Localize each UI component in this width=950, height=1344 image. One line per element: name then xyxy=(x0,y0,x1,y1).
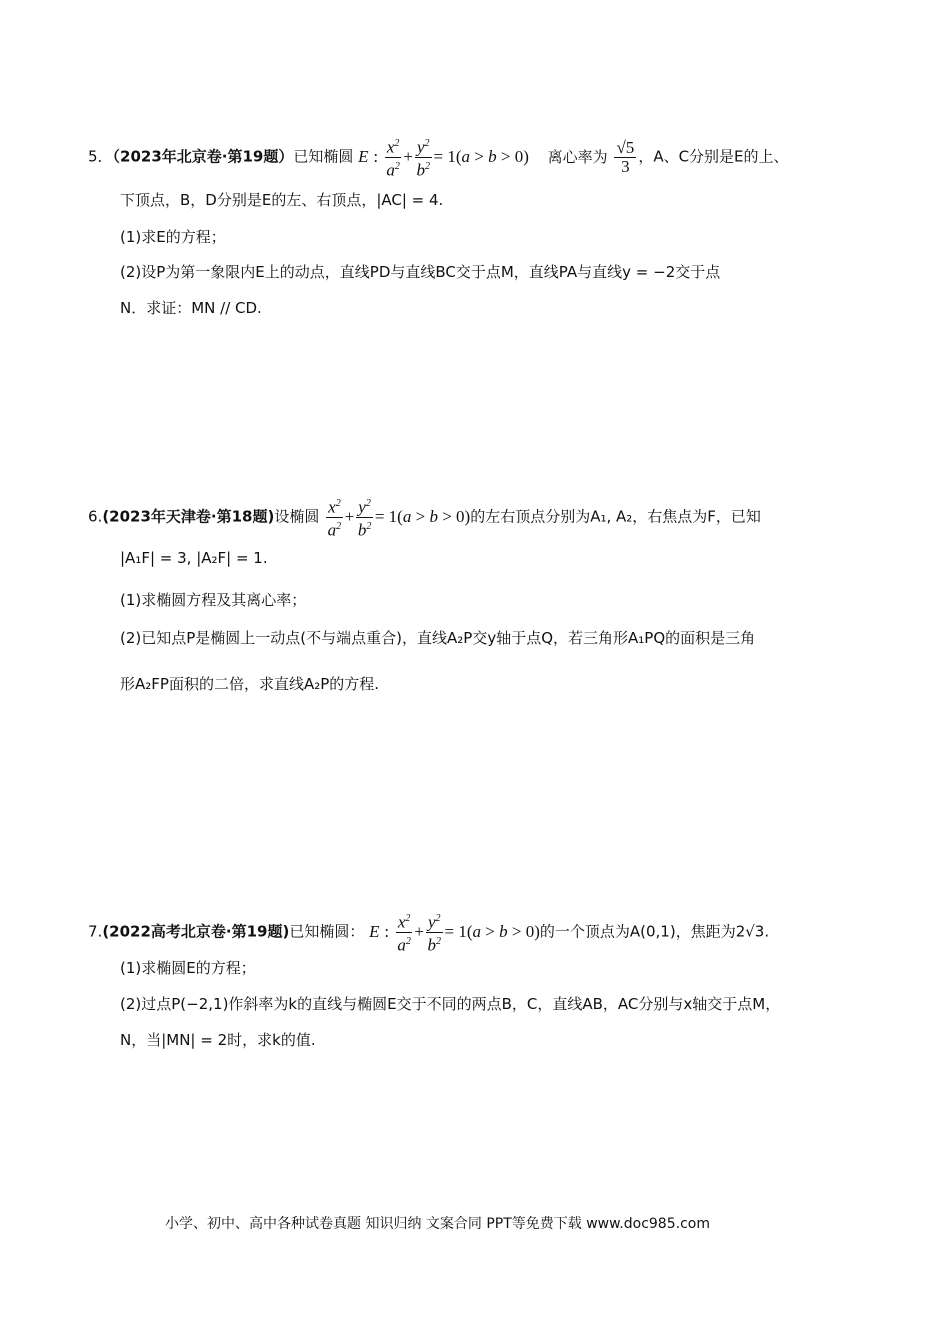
problem-6-question-2-cont: 形A₂FP面积的二倍，求直线A₂P的方程. xyxy=(120,675,380,693)
problem-5-text: 离心率为 xyxy=(547,147,608,166)
problem-5-source: （2023年北京卷·第19题） xyxy=(112,147,294,166)
problem-6-line-1 xyxy=(88,495,761,539)
problem-6-source: (2023年天津卷·第18题) xyxy=(102,507,275,526)
problem-6-question-2: (2)已知点P是椭圆上一动点(不与端点重合)，直线A₂P交y轴于点Q，若三角形A₁PQ的面积是三角 xyxy=(120,629,756,647)
problem-6-text: 的左右顶点分别为A₁, A₂，右焦点为F，已知 xyxy=(470,507,761,526)
problem-5-text: 已知椭圆 xyxy=(293,147,354,166)
problem-6-question-1: (1)求椭圆方程及其离心率； xyxy=(120,591,307,609)
problem-7-number: 7. xyxy=(88,922,103,941)
problem-7-source: (2022高考北京卷·第19题) xyxy=(102,922,290,941)
problem-7-text: 已知椭圆： xyxy=(289,922,365,941)
problem-7-question-1: (1)求椭圆E的方程； xyxy=(120,959,256,977)
problem-5-line-2: 下顶点，B，D分别是E的左、右顶点，|AC| = 4. xyxy=(120,191,444,209)
eccentricity-fraction: $\frac{√5}{3}$ xyxy=(616,137,635,176)
page-footer: 小学、初中、高中各种试卷真题 知识归纳 文案合同 PPT等免费下载 www.doc985.com xyxy=(165,1216,710,1232)
problem-6-text: 设椭圆 xyxy=(274,507,320,526)
problem-5-text: ，A、C分别是E的上、 xyxy=(638,147,789,166)
problem-7-equation: E : $\frac{x^2}{a^2}$ + $\frac{y^2}{b^2}$ = 1(a > b > 0) xyxy=(369,923,540,941)
problem-7-line-1 xyxy=(88,910,769,954)
problem-6-line-2: |A₁F| = 3, |A₂F| = 1. xyxy=(120,549,268,567)
problem-5-number: 5． xyxy=(88,147,113,166)
problem-5-question-1: (1)求E的方程； xyxy=(120,228,226,246)
problem-7-question-2: (2)过点P(−2,1)作斜率为k的直线与椭圆E交于不同的两点B，C，直线AB，AC分别与x轴交于点M， xyxy=(120,995,781,1013)
problem-5-line-1 xyxy=(88,135,789,179)
problem-5-equation: E : $\frac{x^2}{a^2}$ + $\frac{y^2}{b^2}$ = 1(a > b > 0) xyxy=(358,148,529,166)
problem-6-equation: $\frac{x^2}{a^2}$ + $\frac{y^2}{b^2}$ = 1(a > b > 0) xyxy=(324,508,470,526)
problem-5-question-2: (2)设P为第一象限内E上的动点，直线PD与直线BC交于点M，直线PA与直线y = −2交于点 xyxy=(120,263,721,281)
problem-5-question-2-cont: N．求证：MN // CD. xyxy=(120,299,262,317)
problem-7-text: 的一个顶点为A(0,1)，焦距为2√3. xyxy=(539,922,770,941)
problem-6-number: 6. xyxy=(88,507,103,526)
problem-7-question-2-cont: N，当|MN| = 2时，求k的值. xyxy=(120,1031,316,1049)
